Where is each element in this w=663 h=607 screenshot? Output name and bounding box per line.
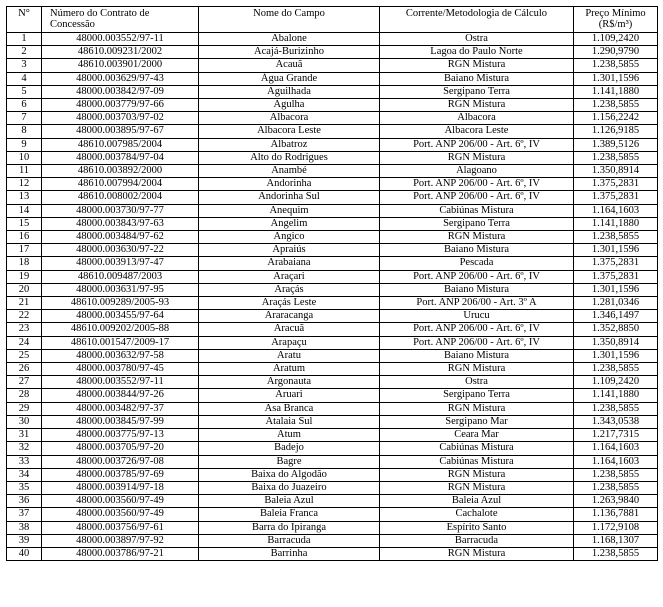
contract-number-cell: 48000.003845/97-99 <box>42 415 199 428</box>
row-number-cell: 23 <box>7 323 42 336</box>
contract-number-cell: 48610.009289/2005-93 <box>42 297 199 310</box>
contract-number-cell: 48000.003560/97-49 <box>42 508 199 521</box>
table-row <box>7 429 658 442</box>
contract-number-cell: 48000.003779/97-66 <box>42 99 199 112</box>
field-name-cell: Baixa do Juazeiro <box>199 481 380 494</box>
price-table-container <box>6 6 657 561</box>
minimum-price-cell: 1.301,1596 <box>574 283 658 296</box>
minimum-price-cell: 1.141,1880 <box>574 85 658 98</box>
contract-number-cell: 48610.008002/2004 <box>42 191 199 204</box>
contract-number-cell: 48000.003560/97-49 <box>42 495 199 508</box>
row-number-cell: 8 <box>7 125 42 138</box>
table-row <box>7 72 658 85</box>
table-row <box>7 323 658 336</box>
minimum-price-cell: 1.375,2831 <box>574 270 658 283</box>
minimum-price-cell: 1.164,1603 <box>574 455 658 468</box>
minimum-price-cell: 1.389,5126 <box>574 138 658 151</box>
contract-number-cell: 48000.003482/97-37 <box>42 402 199 415</box>
row-number-cell: 29 <box>7 402 42 415</box>
contract-number-cell: 48000.003631/97-95 <box>42 283 199 296</box>
table-row <box>7 310 658 323</box>
calculation-method-cell: Port. ANP 206/00 - Art. 6º, IV <box>380 336 574 349</box>
table-row <box>7 481 658 494</box>
field-name-cell: Barra do Ipiranga <box>199 521 380 534</box>
row-number-cell: 22 <box>7 310 42 323</box>
minimum-price-cell: 1.375,2831 <box>574 257 658 270</box>
calculation-method-cell: RGN Mistura <box>380 481 574 494</box>
field-name-cell: Agulha <box>199 99 380 112</box>
field-name-cell: Acauã <box>199 59 380 72</box>
minimum-price-cell: 1.350,8914 <box>574 165 658 178</box>
minimum-price-cell: 1.352,8850 <box>574 323 658 336</box>
contract-number-cell: 48000.003552/97-11 <box>42 33 199 46</box>
field-name-cell: Aruari <box>199 389 380 402</box>
row-number-cell: 11 <box>7 165 42 178</box>
contract-number-cell: 48000.003730/97-77 <box>42 204 199 217</box>
minimum-price-cell: 1.290,9790 <box>574 46 658 59</box>
contract-number-cell: 48000.003786/97-21 <box>42 547 199 560</box>
calculation-method-cell: Cachalote <box>380 508 574 521</box>
field-name-cell: Argonauta <box>199 376 380 389</box>
header-preco <box>574 7 658 33</box>
calculation-method-cell: RGN Mistura <box>380 59 574 72</box>
calculation-method-cell: Baiano Mistura <box>380 244 574 257</box>
minimum-price-cell: 1.350,8914 <box>574 336 658 349</box>
field-name-cell: Abalone <box>199 33 380 46</box>
header-row <box>7 7 658 33</box>
minimum-price-cell: 1.164,1603 <box>574 204 658 217</box>
table-row <box>7 112 658 125</box>
calculation-method-cell: Sergipano Mar <box>380 415 574 428</box>
contract-number-cell: 48610.009231/2002 <box>42 46 199 59</box>
field-name-cell: Andorinha Sul <box>199 191 380 204</box>
field-name-cell: Albatroz <box>199 138 380 151</box>
table-row <box>7 336 658 349</box>
row-number-cell: 7 <box>7 112 42 125</box>
table-row <box>7 508 658 521</box>
header-num: N° <box>7 7 42 33</box>
header-corrente: Corrente/Metodologia de Cálculo <box>380 7 574 33</box>
table-row <box>7 165 658 178</box>
table-row <box>7 46 658 59</box>
table-row <box>7 270 658 283</box>
contract-number-cell: 48000.003914/97-18 <box>42 481 199 494</box>
minimum-price-cell: 1.238,5855 <box>574 151 658 164</box>
table-row <box>7 33 658 46</box>
table-row <box>7 59 658 72</box>
table-row <box>7 455 658 468</box>
row-number-cell: 15 <box>7 217 42 230</box>
header-preco-label: Preço Mínimo <box>585 8 646 19</box>
minimum-price-cell: 1.238,5855 <box>574 59 658 72</box>
minimum-price-cell: 1.109,2420 <box>574 376 658 389</box>
minimum-price-cell: 1.301,1596 <box>574 349 658 362</box>
field-name-cell: Araçás Leste <box>199 297 380 310</box>
calculation-method-cell: Port. ANP 206/00 - Art. 6º, IV <box>380 191 574 204</box>
field-name-cell: Anequim <box>199 204 380 217</box>
table-row <box>7 534 658 547</box>
field-name-cell: Albacora Leste <box>199 125 380 138</box>
row-number-cell: 35 <box>7 481 42 494</box>
calculation-method-cell: Albacora Leste <box>380 125 574 138</box>
field-name-cell: Água Grande <box>199 72 380 85</box>
calculation-method-cell: Ceara Mar <box>380 429 574 442</box>
minimum-price-cell: 1.238,5855 <box>574 468 658 481</box>
field-name-cell: Baleia Azul <box>199 495 380 508</box>
calculation-method-cell: Espírito Santo <box>380 521 574 534</box>
contract-number-cell: 48610.009202/2005-88 <box>42 323 199 336</box>
field-name-cell: Arapaçu <box>199 336 380 349</box>
contract-number-cell: 48000.003844/97-26 <box>42 389 199 402</box>
minimum-price-cell: 1.136,7881 <box>574 508 658 521</box>
contract-number-cell: 48610.007985/2004 <box>42 138 199 151</box>
row-number-cell: 3 <box>7 59 42 72</box>
row-number-cell: 18 <box>7 257 42 270</box>
row-number-cell: 4 <box>7 72 42 85</box>
calculation-method-cell: RGN Mistura <box>380 468 574 481</box>
minimum-price-cell: 1.156,2242 <box>574 112 658 125</box>
field-name-cell: Bagre <box>199 455 380 468</box>
row-number-cell: 9 <box>7 138 42 151</box>
table-row <box>7 547 658 560</box>
minimum-price-cell: 1.281,0346 <box>574 297 658 310</box>
minimum-price-cell: 1.164,1603 <box>574 442 658 455</box>
calculation-method-cell: RGN Mistura <box>380 363 574 376</box>
table-row <box>7 297 658 310</box>
calculation-method-cell: Baleia Azul <box>380 495 574 508</box>
minimum-price-cell: 1.238,5855 <box>574 547 658 560</box>
table-row <box>7 244 658 257</box>
minimum-price-cell: 1.141,1880 <box>574 217 658 230</box>
calculation-method-cell: Sergipano Terra <box>380 389 574 402</box>
table-row <box>7 85 658 98</box>
row-number-cell: 1 <box>7 33 42 46</box>
row-number-cell: 26 <box>7 363 42 376</box>
row-number-cell: 38 <box>7 521 42 534</box>
minimum-price-cell: 1.263,9840 <box>574 495 658 508</box>
contract-number-cell: 48000.003780/97-45 <box>42 363 199 376</box>
calculation-method-cell: Port. ANP 206/00 - Art. 6º, IV <box>380 178 574 191</box>
minimum-price-cell: 1.217,7315 <box>574 429 658 442</box>
calculation-method-cell: RGN Mistura <box>380 99 574 112</box>
header-preco-unit: (R$/m³) <box>598 19 633 30</box>
row-number-cell: 28 <box>7 389 42 402</box>
row-number-cell: 14 <box>7 204 42 217</box>
calculation-method-cell: RGN Mistura <box>380 547 574 560</box>
contract-number-cell: 48000.003895/97-67 <box>42 125 199 138</box>
row-number-cell: 12 <box>7 178 42 191</box>
calculation-method-cell: RGN Mistura <box>380 402 574 415</box>
field-name-cell: Asa Branca <box>199 402 380 415</box>
contract-number-cell: 48000.003913/97-47 <box>42 257 199 270</box>
calculation-method-cell: Port. ANP 206/00 - Art. 3º A <box>380 297 574 310</box>
field-name-cell: Atum <box>199 429 380 442</box>
minimum-price-cell: 1.346,1497 <box>574 310 658 323</box>
header-contrato: Número do Contrato de Concessão <box>42 7 199 33</box>
table-row <box>7 231 658 244</box>
row-number-cell: 20 <box>7 283 42 296</box>
row-number-cell: 25 <box>7 349 42 362</box>
table-row <box>7 442 658 455</box>
calculation-method-cell: Ostra <box>380 376 574 389</box>
row-number-cell: 27 <box>7 376 42 389</box>
row-number-cell: 16 <box>7 231 42 244</box>
field-name-cell: Angico <box>199 231 380 244</box>
minimum-price-cell: 1.238,5855 <box>574 363 658 376</box>
minimum-price-cell: 1.172,9108 <box>574 521 658 534</box>
calculation-method-cell: Cabiúnas Mistura <box>380 204 574 217</box>
row-number-cell: 34 <box>7 468 42 481</box>
calculation-method-cell: RGN Mistura <box>380 231 574 244</box>
contract-number-cell: 48000.003785/97-69 <box>42 468 199 481</box>
calculation-method-cell: Baiano Mistura <box>380 283 574 296</box>
contract-number-cell: 48000.003705/97-20 <box>42 442 199 455</box>
table-row <box>7 389 658 402</box>
table-row <box>7 402 658 415</box>
minimum-price-cell: 1.238,5855 <box>574 402 658 415</box>
field-name-cell: Araçás <box>199 283 380 296</box>
field-name-cell: Baleia Franca <box>199 508 380 521</box>
field-name-cell: Atalaia Sul <box>199 415 380 428</box>
table-row <box>7 283 658 296</box>
contract-number-cell: 48000.003552/97-11 <box>42 376 199 389</box>
table-row <box>7 125 658 138</box>
contract-number-cell: 48000.003632/97-58 <box>42 349 199 362</box>
field-name-cell: Baixa do Algodão <box>199 468 380 481</box>
row-number-cell: 17 <box>7 244 42 257</box>
table-row <box>7 99 658 112</box>
field-name-cell: Alto do Rodrigues <box>199 151 380 164</box>
minimum-price-table <box>6 6 658 561</box>
calculation-method-cell: Urucu <box>380 310 574 323</box>
table-row <box>7 204 658 217</box>
minimum-price-cell: 1.126,9185 <box>574 125 658 138</box>
field-name-cell: Aracuã <box>199 323 380 336</box>
row-number-cell: 30 <box>7 415 42 428</box>
calculation-method-cell: Cabiúnas Mistura <box>380 455 574 468</box>
table-row <box>7 468 658 481</box>
row-number-cell: 10 <box>7 151 42 164</box>
table-row <box>7 376 658 389</box>
row-number-cell: 6 <box>7 99 42 112</box>
field-name-cell: Aratu <box>199 349 380 362</box>
field-name-cell: Barracuda <box>199 534 380 547</box>
table-row <box>7 191 658 204</box>
contract-number-cell: 48610.003892/2000 <box>42 165 199 178</box>
minimum-price-cell: 1.375,2831 <box>574 191 658 204</box>
contract-number-cell: 48000.003484/97-62 <box>42 231 199 244</box>
table-row <box>7 415 658 428</box>
table-row <box>7 257 658 270</box>
contract-number-cell: 48000.003784/97-04 <box>42 151 199 164</box>
contract-number-cell: 48610.001547/2009-17 <box>42 336 199 349</box>
calculation-method-cell: Sergipano Terra <box>380 85 574 98</box>
contract-number-cell: 48610.009487/2003 <box>42 270 199 283</box>
field-name-cell: Araçari <box>199 270 380 283</box>
row-number-cell: 24 <box>7 336 42 349</box>
field-name-cell: Araracanga <box>199 310 380 323</box>
field-name-cell: Barrinha <box>199 547 380 560</box>
field-name-cell: Apraiús <box>199 244 380 257</box>
contract-number-cell: 48000.003726/97-08 <box>42 455 199 468</box>
contract-number-cell: 48000.003630/97-22 <box>42 244 199 257</box>
field-name-cell: Anambé <box>199 165 380 178</box>
contract-number-cell: 48000.003455/97-64 <box>42 310 199 323</box>
calculation-method-cell: Barracuda <box>380 534 574 547</box>
contract-number-cell: 48610.007994/2004 <box>42 178 199 191</box>
row-number-cell: 2 <box>7 46 42 59</box>
calculation-method-cell: Cabiúnas Mistura <box>380 442 574 455</box>
row-number-cell: 32 <box>7 442 42 455</box>
calculation-method-cell: Alagoano <box>380 165 574 178</box>
calculation-method-cell: Ostra <box>380 33 574 46</box>
table-row <box>7 363 658 376</box>
field-name-cell: Aratum <box>199 363 380 376</box>
field-name-cell: Aguilhada <box>199 85 380 98</box>
row-number-cell: 39 <box>7 534 42 547</box>
field-name-cell: Andorinha <box>199 178 380 191</box>
field-name-cell: Arabaiana <box>199 257 380 270</box>
row-number-cell: 13 <box>7 191 42 204</box>
minimum-price-cell: 1.168,1307 <box>574 534 658 547</box>
row-number-cell: 33 <box>7 455 42 468</box>
minimum-price-cell: 1.301,1596 <box>574 244 658 257</box>
calculation-method-cell: Port. ANP 206/00 - Art. 6º, IV <box>380 270 574 283</box>
minimum-price-cell: 1.141,1880 <box>574 389 658 402</box>
calculation-method-cell: Port. ANP 206/00 - Art. 6º, IV <box>380 138 574 151</box>
calculation-method-cell: Port. ANP 206/00 - Art. 6º, IV <box>380 323 574 336</box>
row-number-cell: 19 <box>7 270 42 283</box>
minimum-price-cell: 1.375,2831 <box>574 178 658 191</box>
calculation-method-cell: Baiano Mistura <box>380 349 574 362</box>
table-body <box>7 33 658 561</box>
calculation-method-cell: Albacora <box>380 112 574 125</box>
row-number-cell: 36 <box>7 495 42 508</box>
field-name-cell: Angelim <box>199 217 380 230</box>
table-row <box>7 495 658 508</box>
row-number-cell: 40 <box>7 547 42 560</box>
contract-number-cell: 48000.003756/97-61 <box>42 521 199 534</box>
minimum-price-cell: 1.238,5855 <box>574 231 658 244</box>
field-name-cell: Acajá-Burizinho <box>199 46 380 59</box>
contract-number-cell: 48610.003901/2000 <box>42 59 199 72</box>
table-row <box>7 151 658 164</box>
calculation-method-cell: RGN Mistura <box>380 151 574 164</box>
contract-number-cell: 48000.003629/97-43 <box>42 72 199 85</box>
contract-number-cell: 48000.003703/97-02 <box>42 112 199 125</box>
field-name-cell: Badejo <box>199 442 380 455</box>
minimum-price-cell: 1.238,5855 <box>574 99 658 112</box>
contract-number-cell: 48000.003897/97-92 <box>42 534 199 547</box>
table-row <box>7 521 658 534</box>
table-row <box>7 349 658 362</box>
calculation-method-cell: Lagoa do Paulo Norte <box>380 46 574 59</box>
table-row <box>7 217 658 230</box>
row-number-cell: 31 <box>7 429 42 442</box>
calculation-method-cell: Sergipano Terra <box>380 217 574 230</box>
minimum-price-cell: 1.343,0538 <box>574 415 658 428</box>
calculation-method-cell: Baiano Mistura <box>380 72 574 85</box>
minimum-price-cell: 1.301,1596 <box>574 72 658 85</box>
header-campo: Nome do Campo <box>199 7 380 33</box>
table-row <box>7 178 658 191</box>
field-name-cell: Albacora <box>199 112 380 125</box>
minimum-price-cell: 1.238,5855 <box>574 481 658 494</box>
contract-number-cell: 48000.003775/97-13 <box>42 429 199 442</box>
contract-number-cell: 48000.003843/97-63 <box>42 217 199 230</box>
row-number-cell: 21 <box>7 297 42 310</box>
table-header <box>7 7 658 33</box>
calculation-method-cell: Pescada <box>380 257 574 270</box>
contract-number-cell: 48000.003842/97-09 <box>42 85 199 98</box>
minimum-price-cell: 1.109,2420 <box>574 33 658 46</box>
row-number-cell: 5 <box>7 85 42 98</box>
row-number-cell: 37 <box>7 508 42 521</box>
table-row <box>7 138 658 151</box>
